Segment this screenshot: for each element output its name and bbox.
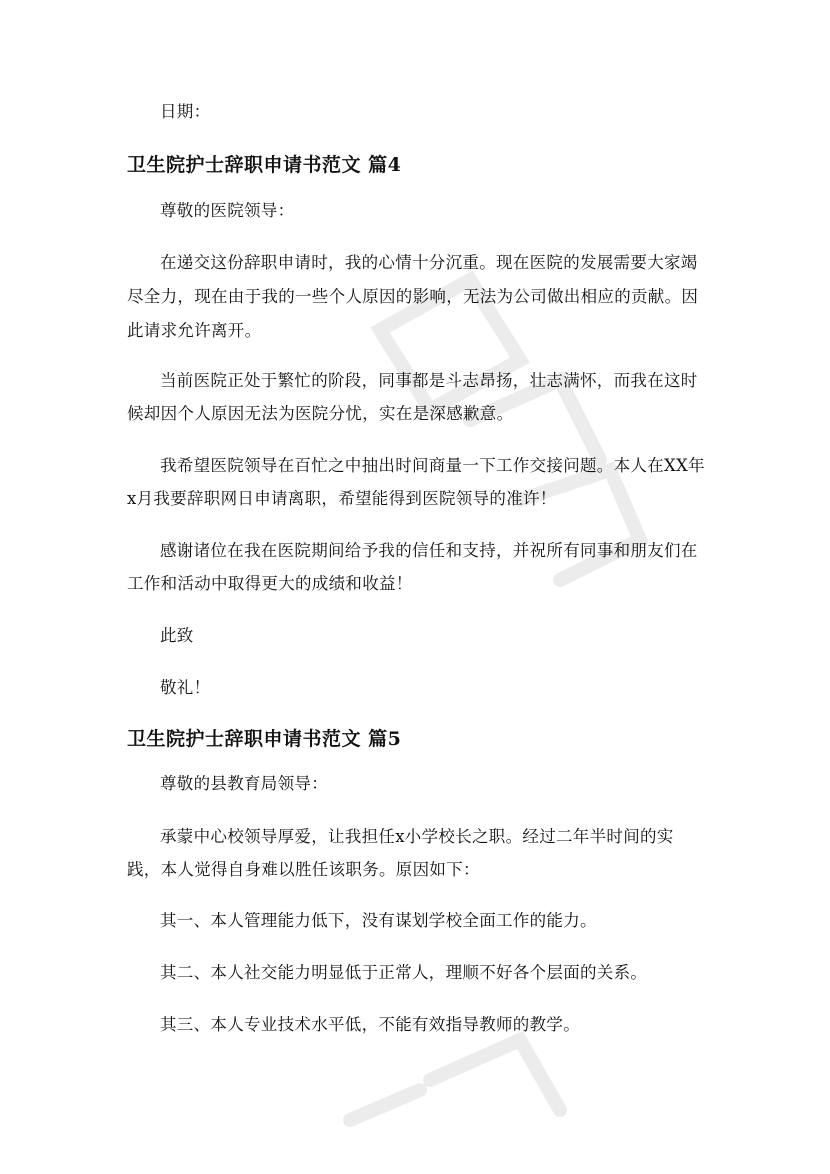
section-5-p1-line2: 践，本人觉得自身难以胜任该职务。原因如下： (127, 860, 480, 879)
section-4-p1-line3: 此请求允许离开。 (127, 321, 262, 340)
section-4-p4-line1: 感谢诸位在我在医院期间给予我的信任和支持，并祝所有同事和朋友们在 (160, 541, 698, 560)
section-5-reason-2: 其二、本人社交能力明显低于正常人，理顺不好各个层面的关系。 (160, 963, 648, 982)
section-4-title: 卫生院护士辞职申请书范文 篇4 (127, 154, 402, 176)
section-4-salutation: 尊敬的医院领导： (160, 201, 295, 220)
section-4-p3-line1: 我希望医院领导在百忙之中抽出时间商量一下工作交接问题。本人在XX年 (160, 456, 705, 475)
date-label: 日期： (160, 102, 211, 121)
section-4-closing-1: 此致 (160, 626, 194, 645)
section-4-p2-line2: 候却因个人原因无法为医院分忧，实在是深感歉意。 (127, 404, 514, 423)
section-4-p1-line1: 在递交这份辞职申请时，我的心情十分沉重。现在医院的发展需要大家竭 (160, 253, 698, 272)
section-4-p3-line2: x月我要辞职网日申请离职，希望能得到医院领导的准许！ (127, 489, 557, 508)
section-4-closing-2: 敬礼！ (160, 678, 211, 697)
section-5-reason-1: 其一、本人管理能力低下，没有谋划学校全面工作的能力。 (160, 911, 597, 930)
section-4-p4-line2: 工作和活动中取得更大的成绩和收益！ (127, 574, 413, 593)
section-4-p2-line1: 当前医院正处于繁忙的阶段，同事都是斗志昂扬，壮志满怀，而我在这时 (160, 371, 698, 390)
section-5-reason-3: 其三、本人专业技术水平低，不能有效指导教师的教学。 (160, 1015, 580, 1034)
section-5-salutation: 尊敬的县教育局领导： (160, 774, 328, 793)
section-5-title: 卫生院护士辞职申请书范文 篇5 (127, 728, 402, 750)
section-5-p1-line1: 承蒙中心校领导厚爱，让我担任x小学校长之职。经过二年半时间的实 (160, 827, 674, 846)
section-4-p1-line2: 尽全力，现在由于我的一些个人原因的影响，无法为公司做出相应的贡献。因 (127, 287, 699, 306)
